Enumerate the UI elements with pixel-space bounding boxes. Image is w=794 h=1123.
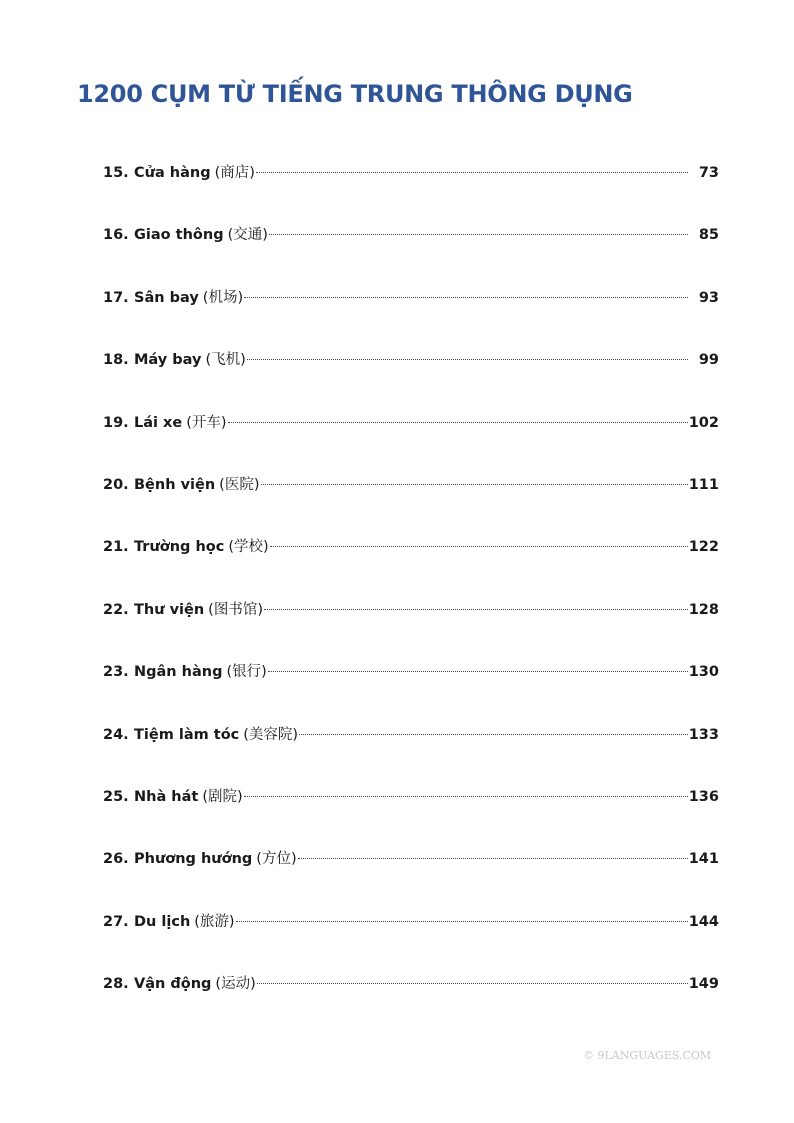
entry-title-chinese: (医院) [219, 476, 260, 493]
toc-entry[interactable] [103, 214, 719, 276]
entry-page-number: 128 [688, 601, 719, 618]
entry-title-chinese: (交通) [227, 227, 268, 244]
entry-number: 23. [103, 664, 129, 681]
entry-title-vietnamese: Máy bay [134, 352, 202, 369]
toc-entry[interactable] [103, 402, 719, 464]
entry-page-number: 122 [688, 539, 719, 556]
entry-title-chinese: (开车) [186, 414, 227, 431]
entry-number: 25. [103, 788, 129, 805]
entry-title-chinese: (剧院) [202, 788, 243, 805]
entry-page-number: 144 [688, 913, 719, 930]
entry-number: 21. [103, 539, 129, 556]
entry-title-chinese: (学校) [228, 539, 269, 556]
entry-number: 28. [103, 976, 129, 993]
toc-entry[interactable] [103, 464, 719, 526]
table-of-contents [103, 152, 719, 1025]
entry-title-chinese: (飞机) [205, 352, 246, 369]
toc-entry[interactable] [103, 526, 719, 588]
entry-page-number: 93 [698, 289, 719, 306]
entry-title-vietnamese: Trường học [134, 539, 225, 556]
dot-leader [299, 734, 688, 735]
dot-leader [256, 172, 688, 173]
entry-number: 24. [103, 726, 129, 743]
entry-page-number: 130 [688, 664, 719, 681]
entry-title-vietnamese: Phương hướng [134, 851, 253, 868]
entry-title-vietnamese: Tiệm làm tóc [134, 726, 240, 743]
dot-leader [244, 796, 688, 797]
entry-title-chinese: (运动) [215, 976, 256, 993]
entry-title-vietnamese: Ngân hàng [134, 664, 223, 681]
entry-title-chinese: (银行) [226, 664, 267, 681]
watermark [583, 1049, 711, 1062]
document-title: 1200 CỤM TỪ TIẾNG TRUNG THÔNG DỤNG [77, 80, 633, 108]
entry-page-number: 149 [688, 976, 719, 993]
entry-title-vietnamese: Du lịch [134, 913, 191, 930]
entry-number: 15. [103, 165, 129, 181]
entry-number: 20. [103, 476, 129, 493]
dot-leader [270, 546, 688, 547]
entry-number: 22. [103, 601, 129, 618]
entry-title-chinese: (机场) [202, 289, 244, 306]
entry-title-chinese: (商店) [214, 165, 255, 181]
entry-page-number: 85 [698, 227, 719, 244]
entry-page-number: 99 [698, 352, 719, 369]
dot-leader [247, 359, 688, 360]
entry-page-number: 102 [688, 414, 719, 431]
entry-number: 27. [103, 913, 129, 930]
entry-number: 19. [103, 414, 129, 431]
toc-entry[interactable] [103, 152, 719, 214]
dot-leader [228, 422, 688, 423]
entry-number: 17. [103, 289, 129, 306]
entry-title-chinese: (美容院) [243, 726, 299, 743]
entry-title-chinese: (方位) [256, 851, 297, 868]
toc-entry[interactable] [103, 776, 719, 838]
entry-page-number: 133 [688, 726, 719, 743]
toc-entry[interactable] [103, 277, 719, 339]
entry-page-number: 111 [688, 476, 719, 493]
dot-leader [236, 921, 688, 922]
copyright-icon: © [583, 1049, 594, 1062]
toc-entry[interactable] [103, 651, 719, 713]
dot-leader [264, 609, 688, 610]
entry-title-vietnamese: Bệnh viện [134, 476, 216, 493]
toc-entry[interactable] [103, 339, 719, 401]
watermark-text: 9LANGUAGES.COM [597, 1049, 712, 1062]
entry-title-chinese: (图书馆) [208, 601, 263, 618]
entry-title-vietnamese: Sân bay [134, 289, 199, 306]
toc-entry[interactable] [103, 589, 719, 651]
entry-number: 26. [103, 851, 129, 868]
entry-title-vietnamese: Nhà hát [134, 788, 199, 805]
toc-entry[interactable] [103, 963, 719, 1025]
entry-page-number: 136 [688, 788, 719, 805]
entry-title-vietnamese: Cửa hàng [134, 165, 211, 181]
dot-leader [261, 484, 688, 485]
dot-leader [298, 858, 688, 859]
entry-number: 16. [103, 227, 129, 244]
entry-title-vietnamese: Thư viện [134, 601, 205, 618]
toc-entry[interactable] [103, 714, 719, 776]
entry-title-vietnamese: Lái xe [134, 414, 183, 431]
dot-leader [244, 297, 688, 298]
dot-leader [268, 671, 688, 672]
dot-leader [257, 983, 688, 984]
entry-number: 18. [103, 352, 129, 369]
entry-title-chinese: (旅游) [194, 913, 235, 930]
entry-page-number: 141 [688, 851, 719, 868]
entry-title-vietnamese: Vận động [134, 976, 212, 993]
dot-leader [269, 234, 688, 235]
entry-page-number: 73 [698, 165, 719, 181]
entry-title-vietnamese: Giao thông [134, 227, 224, 244]
toc-entry[interactable] [103, 901, 719, 963]
toc-entry[interactable] [103, 838, 719, 900]
